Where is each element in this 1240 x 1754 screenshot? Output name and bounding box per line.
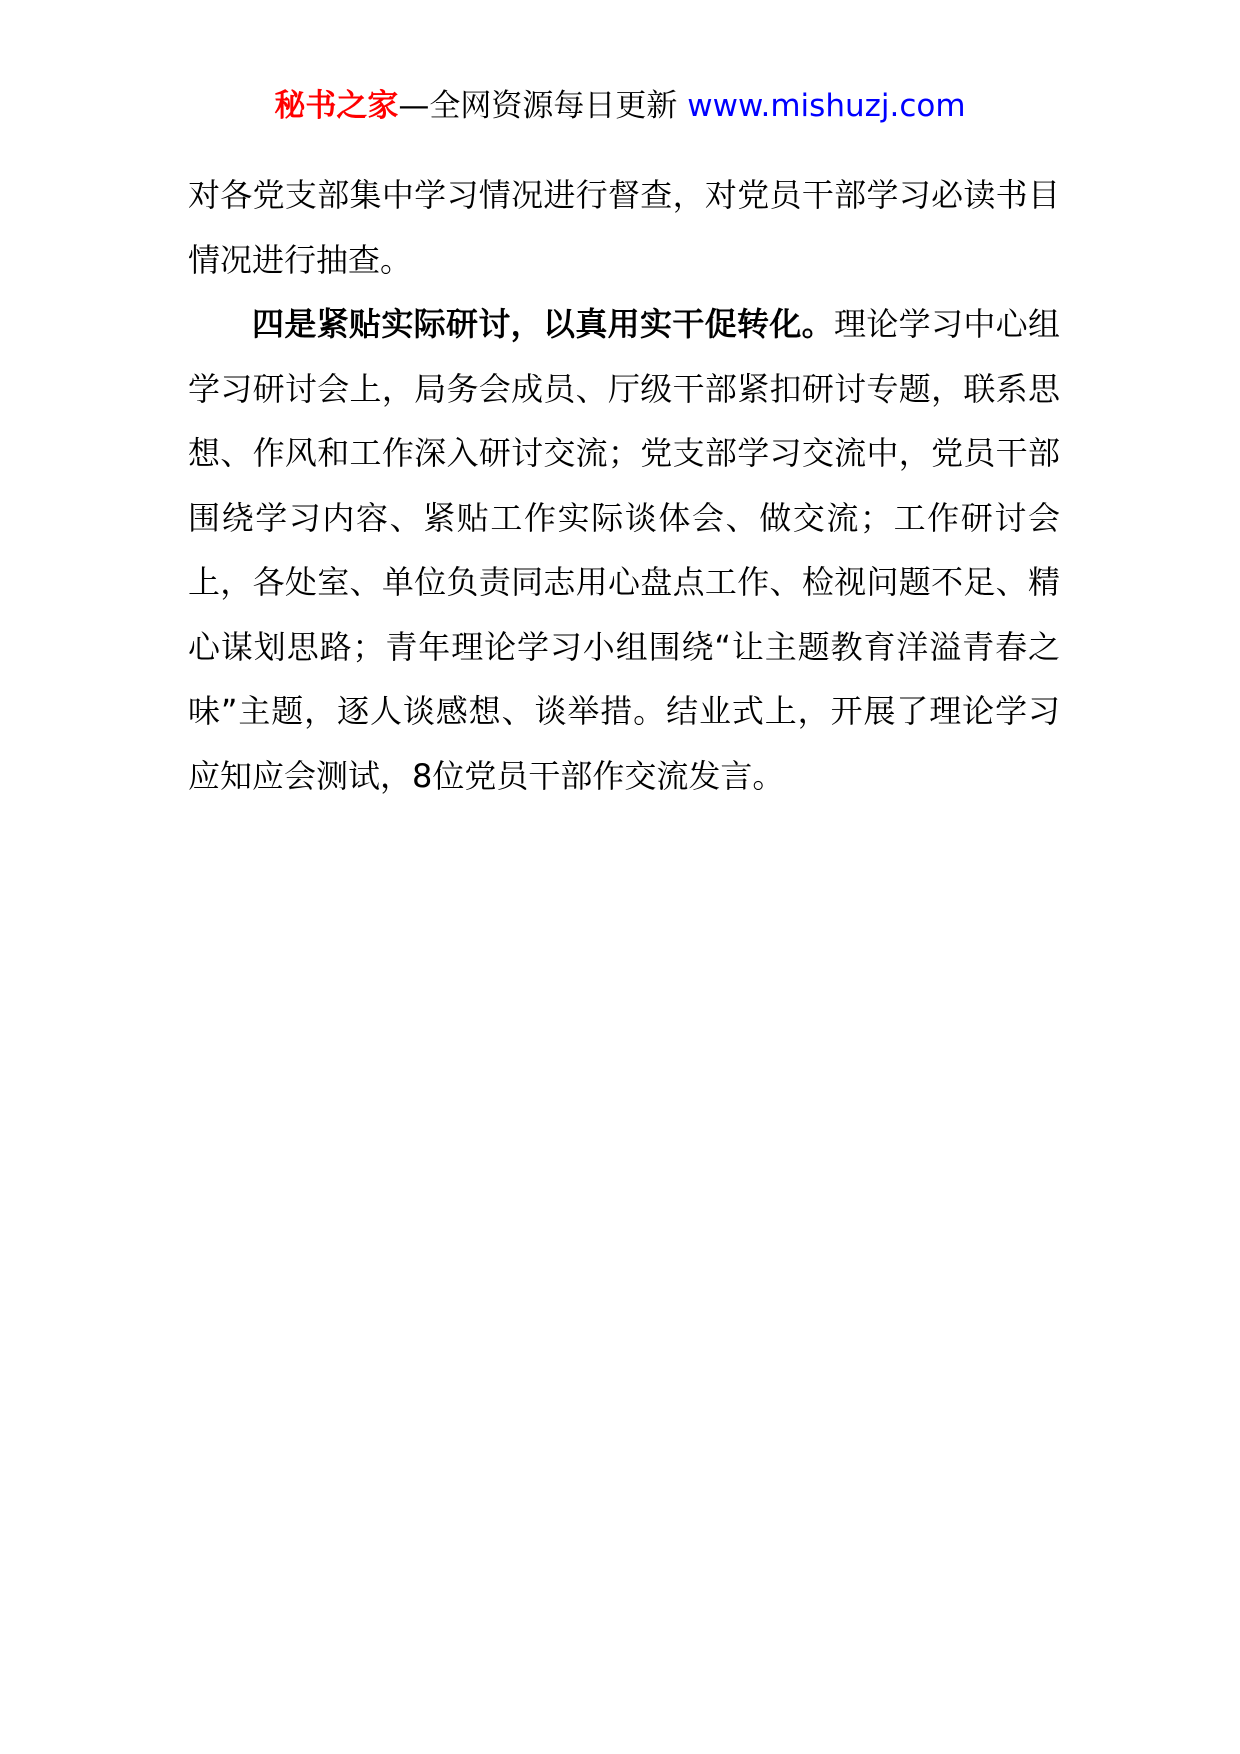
site-url-link[interactable]: www.mishuzj.com <box>687 88 966 124</box>
page-header <box>0 86 1240 126</box>
paragraph-2 <box>188 292 1060 808</box>
site-name: 秘书之家 <box>274 88 399 124</box>
paragraph-2-lead: 四是紧贴实际研讨，以真用实干促转化。 <box>252 305 834 343</box>
paragraph-1: 对各党支部集中学习情况进行督查，对党员干部学习必读书目情况进行抽查。 <box>188 176 1060 279</box>
paragraph-2-text: 理论学习中心组学习研讨会上，局务会成员、厅级干部紧扣研讨专题，联系思想、作风和工作深入研讨交流；党支部学习交流中，党员干部围绕学习内容、紧贴工作实际谈体会、做交流；工作研讨会上，各处室、单位负责同志用心盘点工作、检视问题不足、精心谋划思路；青年理论学习小组围绕“让主题教育洋溢青春之味”主题，逐人谈感想、谈举措。结业式上，开展了理论学习应知应会测试，8位党员干部作交流发言。 <box>188 305 1060 795</box>
header-tagline: —全网资源每日更新 <box>398 88 688 124</box>
document-body <box>188 163 1060 808</box>
